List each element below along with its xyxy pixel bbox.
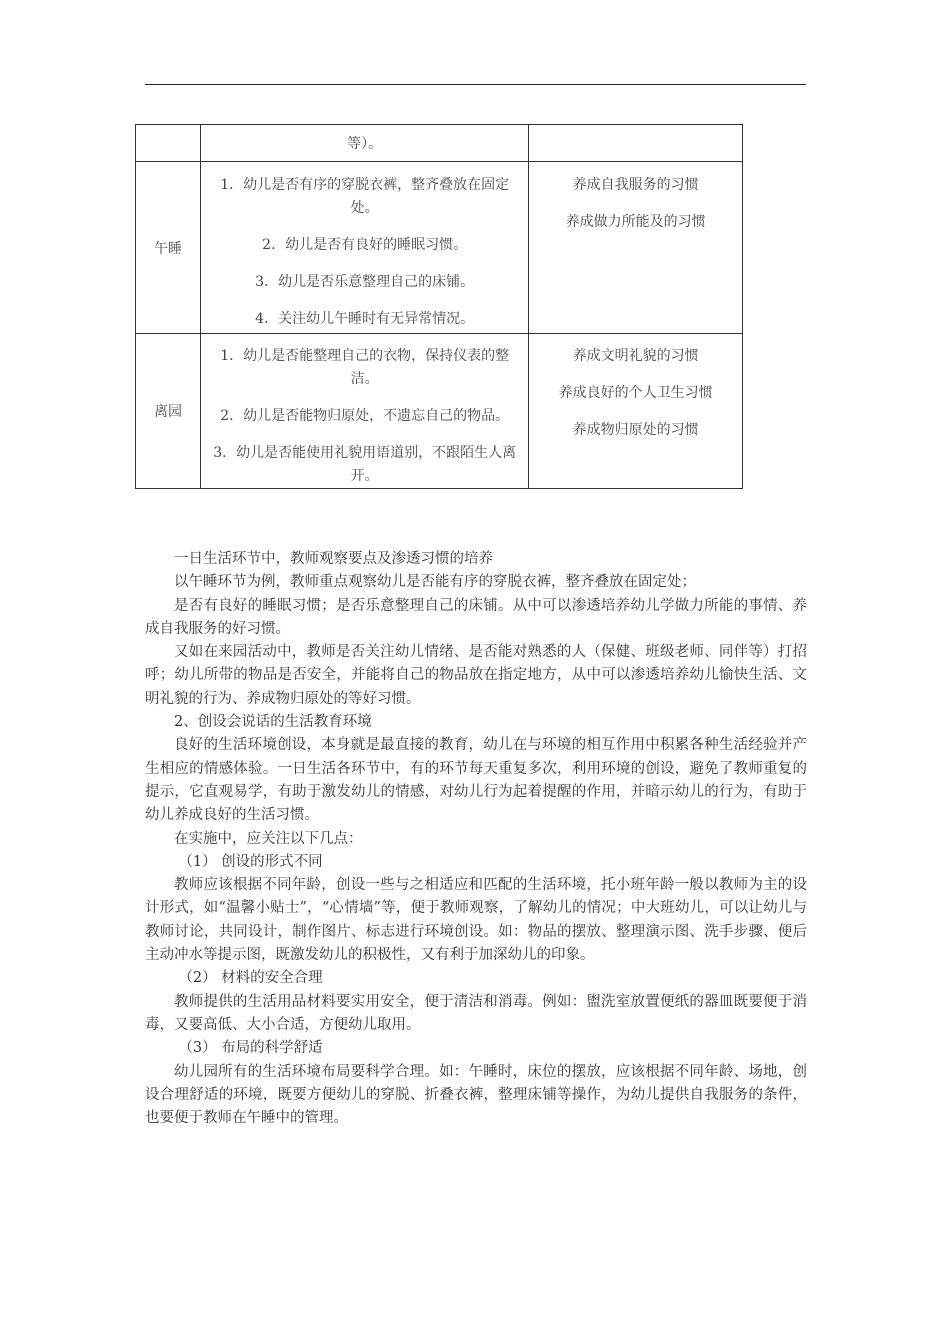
- habits-table: [135, 124, 743, 489]
- paragraph: 幼儿园所有的生活环境布局要科学合理。如：午睡时，床位的摆放，应该根据不同年龄、场地，创设合理舒适的环境，既要方便幼儿的穿脱、折叠衣裤，整理床铺等操作，为幼儿提供自我服务的条件，也要便于教师在午睡中的管理。: [145, 1063, 807, 1127]
- habit-goal: 养成做力所能及的习惯: [565, 214, 706, 230]
- paragraph: 又如在来园活动中，教师是否关注幼儿情绪、是否能对熟悉的人（保健、班级老师、同伴等）打招呼；幼儿所带的物品是否安全，并能将自己的物品放在指定地方，从中可以渗透培养幼儿愉快生活、文明礼貌的行为、养成物归原处的等好习惯。: [145, 644, 807, 707]
- continued-goal: [529, 125, 743, 162]
- section-heading: 2、创设会说话的生活教育环境: [174, 714, 372, 731]
- subheading: （2） 材料的安全合理: [178, 970, 323, 987]
- paragraph: 一日生活环节中，教师观察要点及渗透习惯的培养: [174, 551, 493, 567]
- observation-item: 2．幼儿是否有良好的睡眠习惯。: [262, 237, 468, 253]
- subheading: （3） 布局的科学舒适: [178, 1040, 323, 1057]
- observation-items-nap: [200, 162, 528, 334]
- paragraph: 教师应该根据不同年龄，创设一些与之相适应和匹配的生活环境，托小班年龄一般以教师为主的设计形式，如“温馨小贴士”，“心情墙”等，便于教师观察，了解幼儿的情况；中大班幼儿，可以让幼儿与教师讨论，共同设计，制作图片、标志进行环境创设。如：物品的摆放、整理演示图、洗手步骤、便后主动冲水等提示图，既激发幼儿的积极性，又有利于加深幼儿的印象。: [145, 877, 807, 964]
- habit-goal: 养成文明礼貌的习惯: [572, 348, 699, 364]
- habit-goals-nap: [529, 162, 743, 334]
- habit-goal: 养成物归原处的习惯: [572, 422, 699, 438]
- observation-item: 4．关注幼儿午睡时有无异常情况。: [255, 311, 475, 327]
- paragraph: 在实施中，应关注以下几点：: [174, 830, 363, 847]
- row-label-nap: 午睡: [136, 162, 201, 334]
- habit-goal: 养成自我服务的习惯: [572, 177, 699, 193]
- observation-item: 3．幼儿是否能使用礼貌用语道别，不跟陌生人离开。: [213, 445, 517, 484]
- habit-goal: 养成良好的个人卫生习惯: [558, 385, 713, 401]
- table-row-leave: [136, 334, 743, 489]
- continued-text: 等）。: [200, 125, 528, 162]
- observation-item: 3．幼儿是否乐意整理自己的床铺。: [255, 274, 475, 290]
- table-row-continued: [136, 125, 743, 162]
- observation-items-leave: [200, 334, 528, 489]
- row-label: [136, 125, 201, 162]
- body-text: [145, 548, 807, 1130]
- observation-item: 2．幼儿是否能物归原处，不遗忘自己的物品。: [220, 408, 510, 424]
- table-row-nap: [136, 162, 743, 334]
- observation-item: 1．幼儿是否能整理自己的衣物，保持仪表的整洁。: [220, 348, 510, 387]
- subheading: （1） 创设的形式不同: [178, 853, 323, 870]
- paragraph: 以午睡环节为例，教师重点观察幼儿是否能有序的穿脱衣裤，整齐叠放在固定处；: [174, 574, 696, 591]
- paragraph: 良好的生活环境创设，本身就是最直接的教育，幼儿在与环境的相互作用中积累各种生活经验并产生相应的情感体验。一日生活各环节中，有的环节每天重复多次，利用环境的创设，避免了教师重复的提示，它直观易学，有助于激发幼儿的情感，对幼儿行为起着提醒的作用，并暗示幼儿的行为，有助于幼儿养成良好的生活习惯。: [145, 737, 807, 824]
- header-rule: [145, 84, 806, 85]
- paragraph: 是否有良好的睡眠习惯；是否乐意整理自己的床铺。从中可以渗透培养幼儿学做力所能的事情、养成自我服务的好习惯。: [145, 597, 807, 637]
- habit-goals-leave: [529, 334, 743, 489]
- paragraph: 教师提供的生活用品材料要实用安全，便于清洁和消毒。例如：盥洗室放置便纸的器皿既要便于消毒，又要高低、大小合适，方便幼儿取用。: [145, 993, 807, 1033]
- row-label-leave: 离园: [136, 334, 201, 489]
- observation-item: 1．幼儿是否有序的穿脱衣裤，整齐叠放在固定处。: [220, 177, 510, 216]
